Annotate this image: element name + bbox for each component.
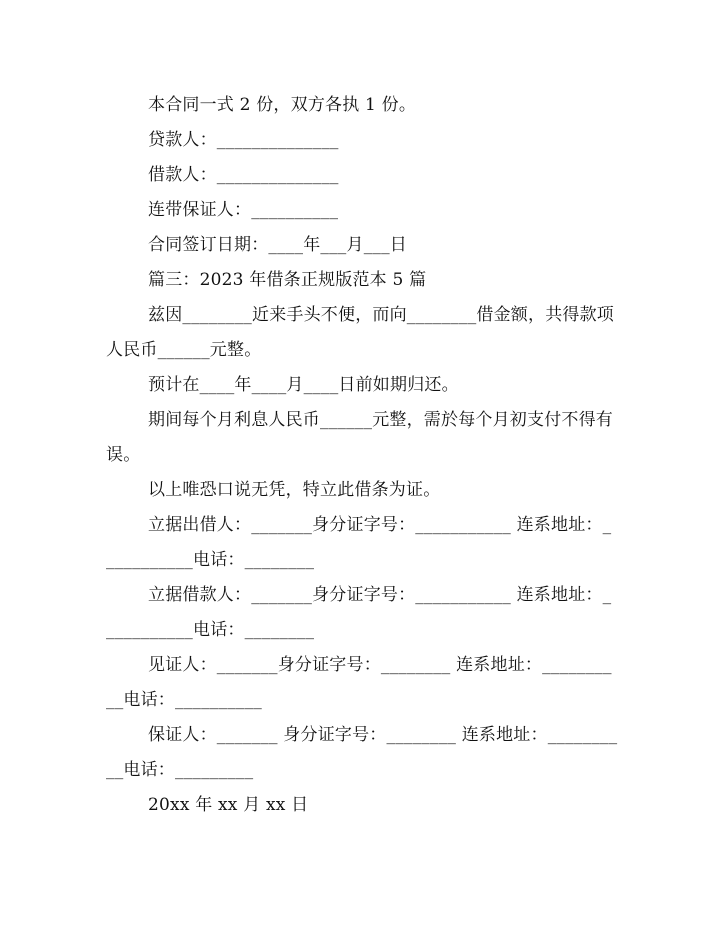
loan-statement: 兹因________近来手头不便，而向________借金额，共得款项人民币______元整。 xyxy=(106,305,614,360)
guarantor-info-line: 保证人：_______ 身分证字号：________ 连系地址：__________电话：_________ xyxy=(106,725,618,780)
guarantor-signature-line: 连带保证人：__________ xyxy=(148,200,339,220)
lender-signature-line: 贷款人：______________ xyxy=(148,130,339,150)
repayment-date: 预计在____年____月____日前如期归还。 xyxy=(148,375,459,395)
contract-date-line: 合同签订日期：____年___月___日 xyxy=(148,235,407,255)
section-heading: 篇三：2023 年借条正规版范本 5 篇 xyxy=(148,270,427,290)
witness-info-line: 见证人：_______身分证字号：________ 连系地址：__________电话：__________ xyxy=(106,655,612,710)
borrower-signature-line: 借款人：______________ xyxy=(148,165,339,185)
proof-statement: 以上唯恐口说无凭，特立此借条为证。 xyxy=(148,480,441,500)
borrower-info-line: 立据借款人：_______身分证字号：___________ 连系地址：___________电话：________ xyxy=(106,585,612,640)
interest-clause: 期间每个月利息人民币______元整，需於每个月初支付不得有误。 xyxy=(106,410,613,465)
document-body xyxy=(106,88,618,823)
lender-info-line: 立据出借人：_______身分证字号：___________ 连系地址：___________电话：________ xyxy=(106,515,612,570)
copies-clause: 本合同一式 2 份，双方各执 1 份。 xyxy=(148,95,417,115)
signing-date: 20xx 年 xx 月 xx 日 xyxy=(148,795,309,815)
